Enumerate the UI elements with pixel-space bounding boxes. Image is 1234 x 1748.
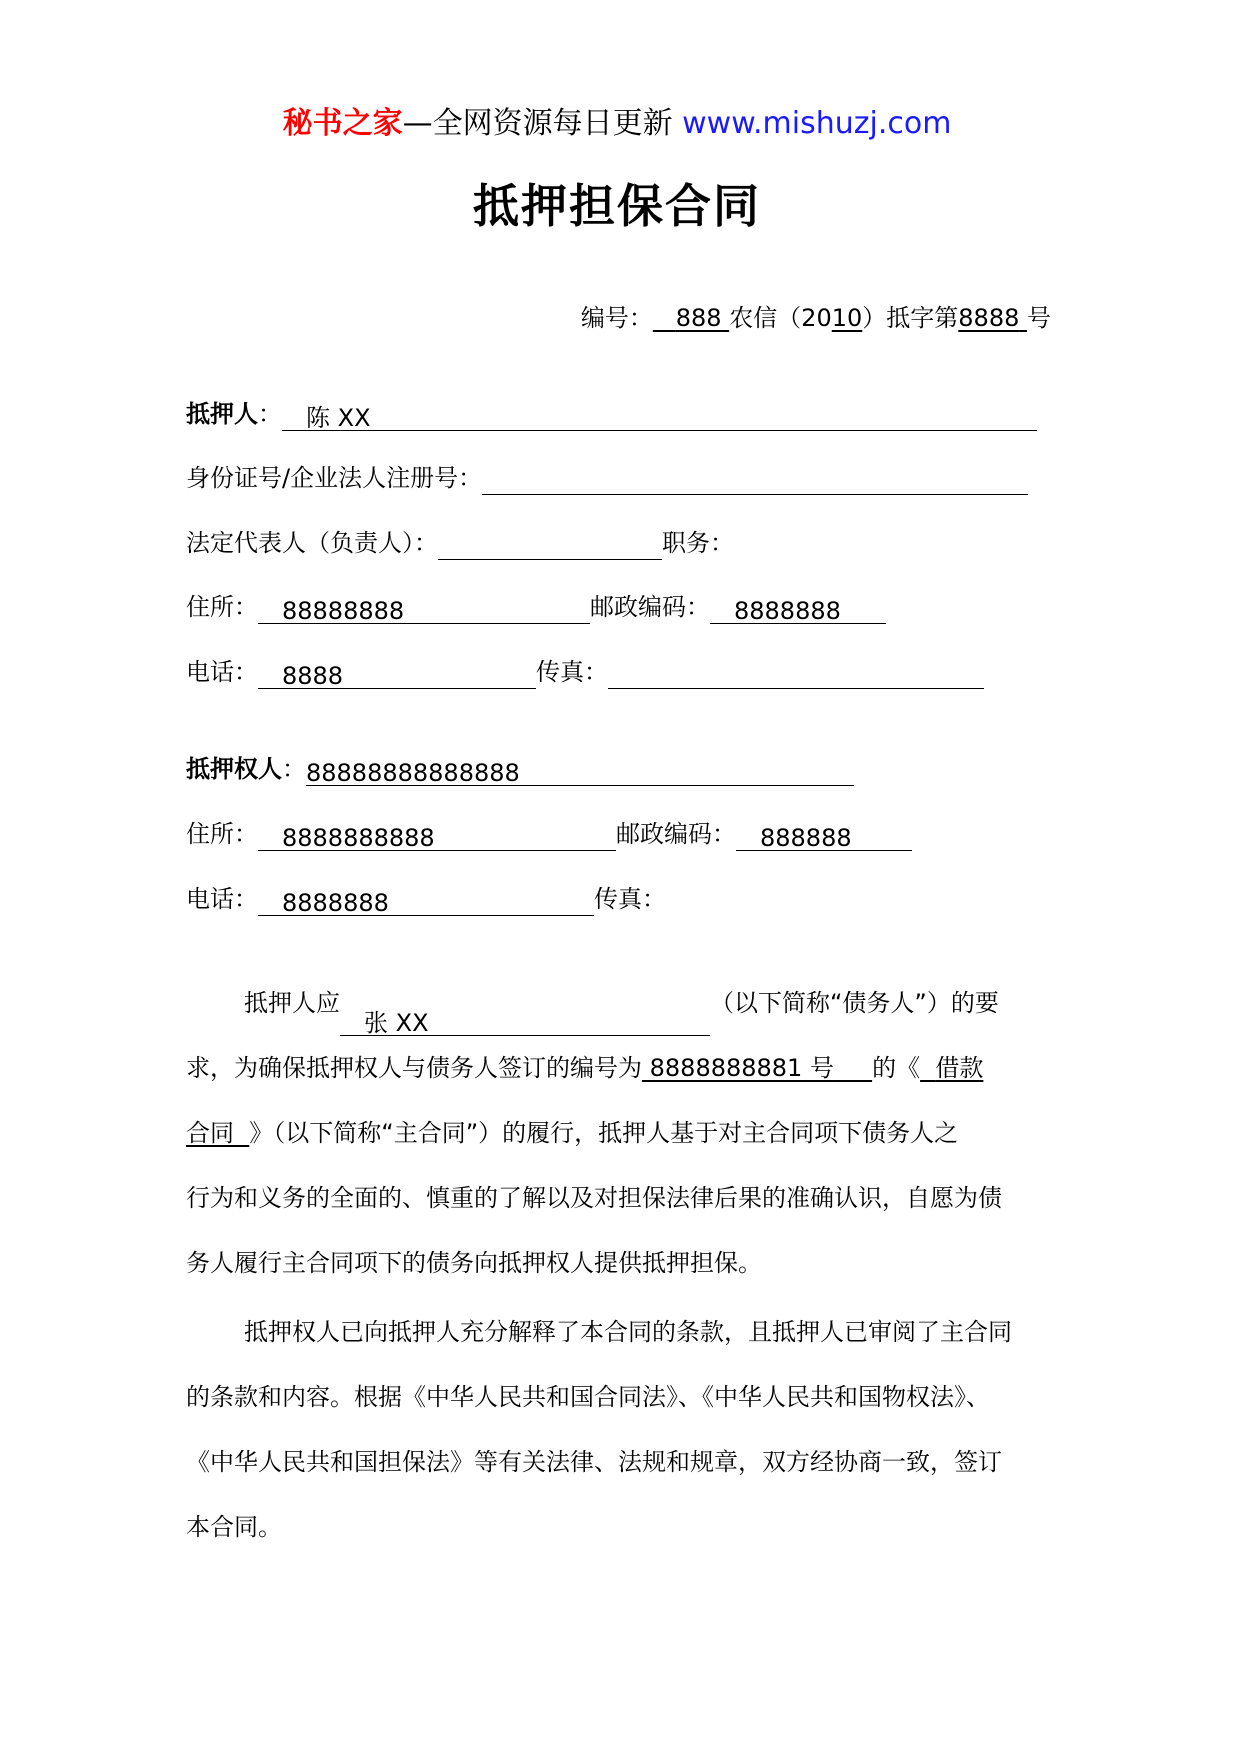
contract-number-suffix: 号 (1027, 304, 1051, 332)
loan-contract-number: 8888888881 号 (642, 1054, 834, 1082)
mortgagor-postcode-field[interactable]: 8888888 (710, 594, 886, 624)
mortgagee-postcode-label: 邮政编码： (616, 820, 736, 848)
mortgagor-name-field[interactable]: 陈 XX (282, 401, 1037, 431)
paragraph-line: 本合同。 (186, 1513, 282, 1541)
mortgagor-id-row (186, 461, 1028, 495)
contract-number-after-year: ）抵字第 (862, 304, 959, 332)
paragraph-line: 抵押权人已向抵押人充分解释了本合同的条款，且抵押人已审阅了主合同 (244, 1318, 1012, 1346)
mortgagee-address-label: 住所： (186, 820, 258, 848)
mortgagee-name-field[interactable]: 88888888888888 (306, 756, 854, 786)
contract-number-seq: 8888 (958, 304, 1020, 332)
contract-number-year: 10 (831, 304, 863, 332)
mortgagor-phone-row (186, 655, 984, 689)
loan-contract-name: 借款 (935, 1054, 984, 1082)
mortgagor-id-label: 身份证号/企业法人注册号： (186, 464, 483, 492)
brand-name: 秘书之家 (282, 106, 403, 141)
document-title: 抵押担保合同 (473, 179, 761, 233)
mortgagor-rep-field[interactable] (438, 530, 662, 560)
mortgagee-phone-row (186, 882, 666, 916)
site-banner (0, 104, 1234, 144)
contract-number (581, 301, 1051, 335)
mortgagee-address-row (186, 817, 912, 851)
mortgagor-address-row (186, 590, 886, 624)
mortgagor-fax-label: 传真： (536, 658, 608, 686)
mortgagor-id-field[interactable] (482, 465, 1028, 495)
mortgagor-postcode-label: 邮政编码： (590, 593, 710, 621)
paragraph-line: 求，为确保抵押权人与债务人签订的编号为 8888888881 号 的《 借款 (186, 1054, 984, 1082)
debtor-name-field[interactable]: 张 XX (340, 1006, 710, 1036)
paragraph-line: 合同 》（以下简称“主合同”）的履行，抵押人基于对主合同项下债务人之 (186, 1119, 959, 1147)
body-paragraph-1 (186, 971, 1048, 1296)
paragraph-line: 抵押人应张 XX（以下简称“债务人”）的要 (244, 989, 999, 1037)
mortgagee-phone-label: 电话： (186, 885, 258, 913)
mortgagee-phone-field[interactable]: 8888888 (258, 886, 594, 916)
mortgagor-address-field[interactable]: 88888888 (258, 594, 590, 624)
contract-number-middle: 农信（20 (729, 304, 832, 332)
banner-tagline: —全网资源每日更新 (402, 106, 673, 141)
paragraph-line: 务人履行主合同项下的债务向抵押权人提供抵押担保。 (186, 1249, 762, 1277)
mortgagor-rep-label: 法定代表人（负责人）： (186, 529, 438, 557)
mortgagee-address-field[interactable]: 8888888888 (258, 821, 616, 851)
mortgagor-address-label: 住所： (186, 593, 258, 621)
mortgagor-fax-field[interactable] (608, 659, 984, 689)
mortgagor-phone-field[interactable]: 8888 (258, 659, 536, 689)
contract-number-prefix: 888 (675, 304, 722, 332)
mortgagor-phone-label: 电话： (186, 658, 258, 686)
site-url-link[interactable]: www.mishuzj.com (682, 106, 952, 141)
paragraph-line: 《中华人民共和国担保法》等有关法律、法规和规章，双方经协商一致，签订 (186, 1448, 1002, 1476)
mortgagee-fax-label: 传真： (594, 885, 666, 913)
mortgagor-position-label: 职务： (662, 529, 734, 557)
paragraph-line: 行为和义务的全面的、慎重的了解以及对担保法律后果的准确认识，自愿为债 (186, 1184, 1002, 1212)
mortgagor-name-row: 抵押人： 陈 XX (186, 397, 1037, 431)
mortgagor-label: 抵押人 (186, 400, 258, 428)
body-paragraph-2 (186, 1300, 1048, 1560)
loan-contract-name-cont: 合同 (186, 1119, 234, 1147)
mortgagee-label: 抵押权人 (186, 755, 282, 783)
paragraph-line: 的条款和内容。根据《中华人民共和国合同法》、《中华人民共和国物权法》、 (186, 1383, 990, 1411)
mortgagee-name-row: 抵押权人：88888888888888 (186, 752, 854, 786)
mortgagee-postcode-field[interactable]: 888888 (736, 821, 912, 851)
mortgagor-rep-row (186, 526, 734, 560)
contract-number-label: 编号： (580, 304, 653, 332)
